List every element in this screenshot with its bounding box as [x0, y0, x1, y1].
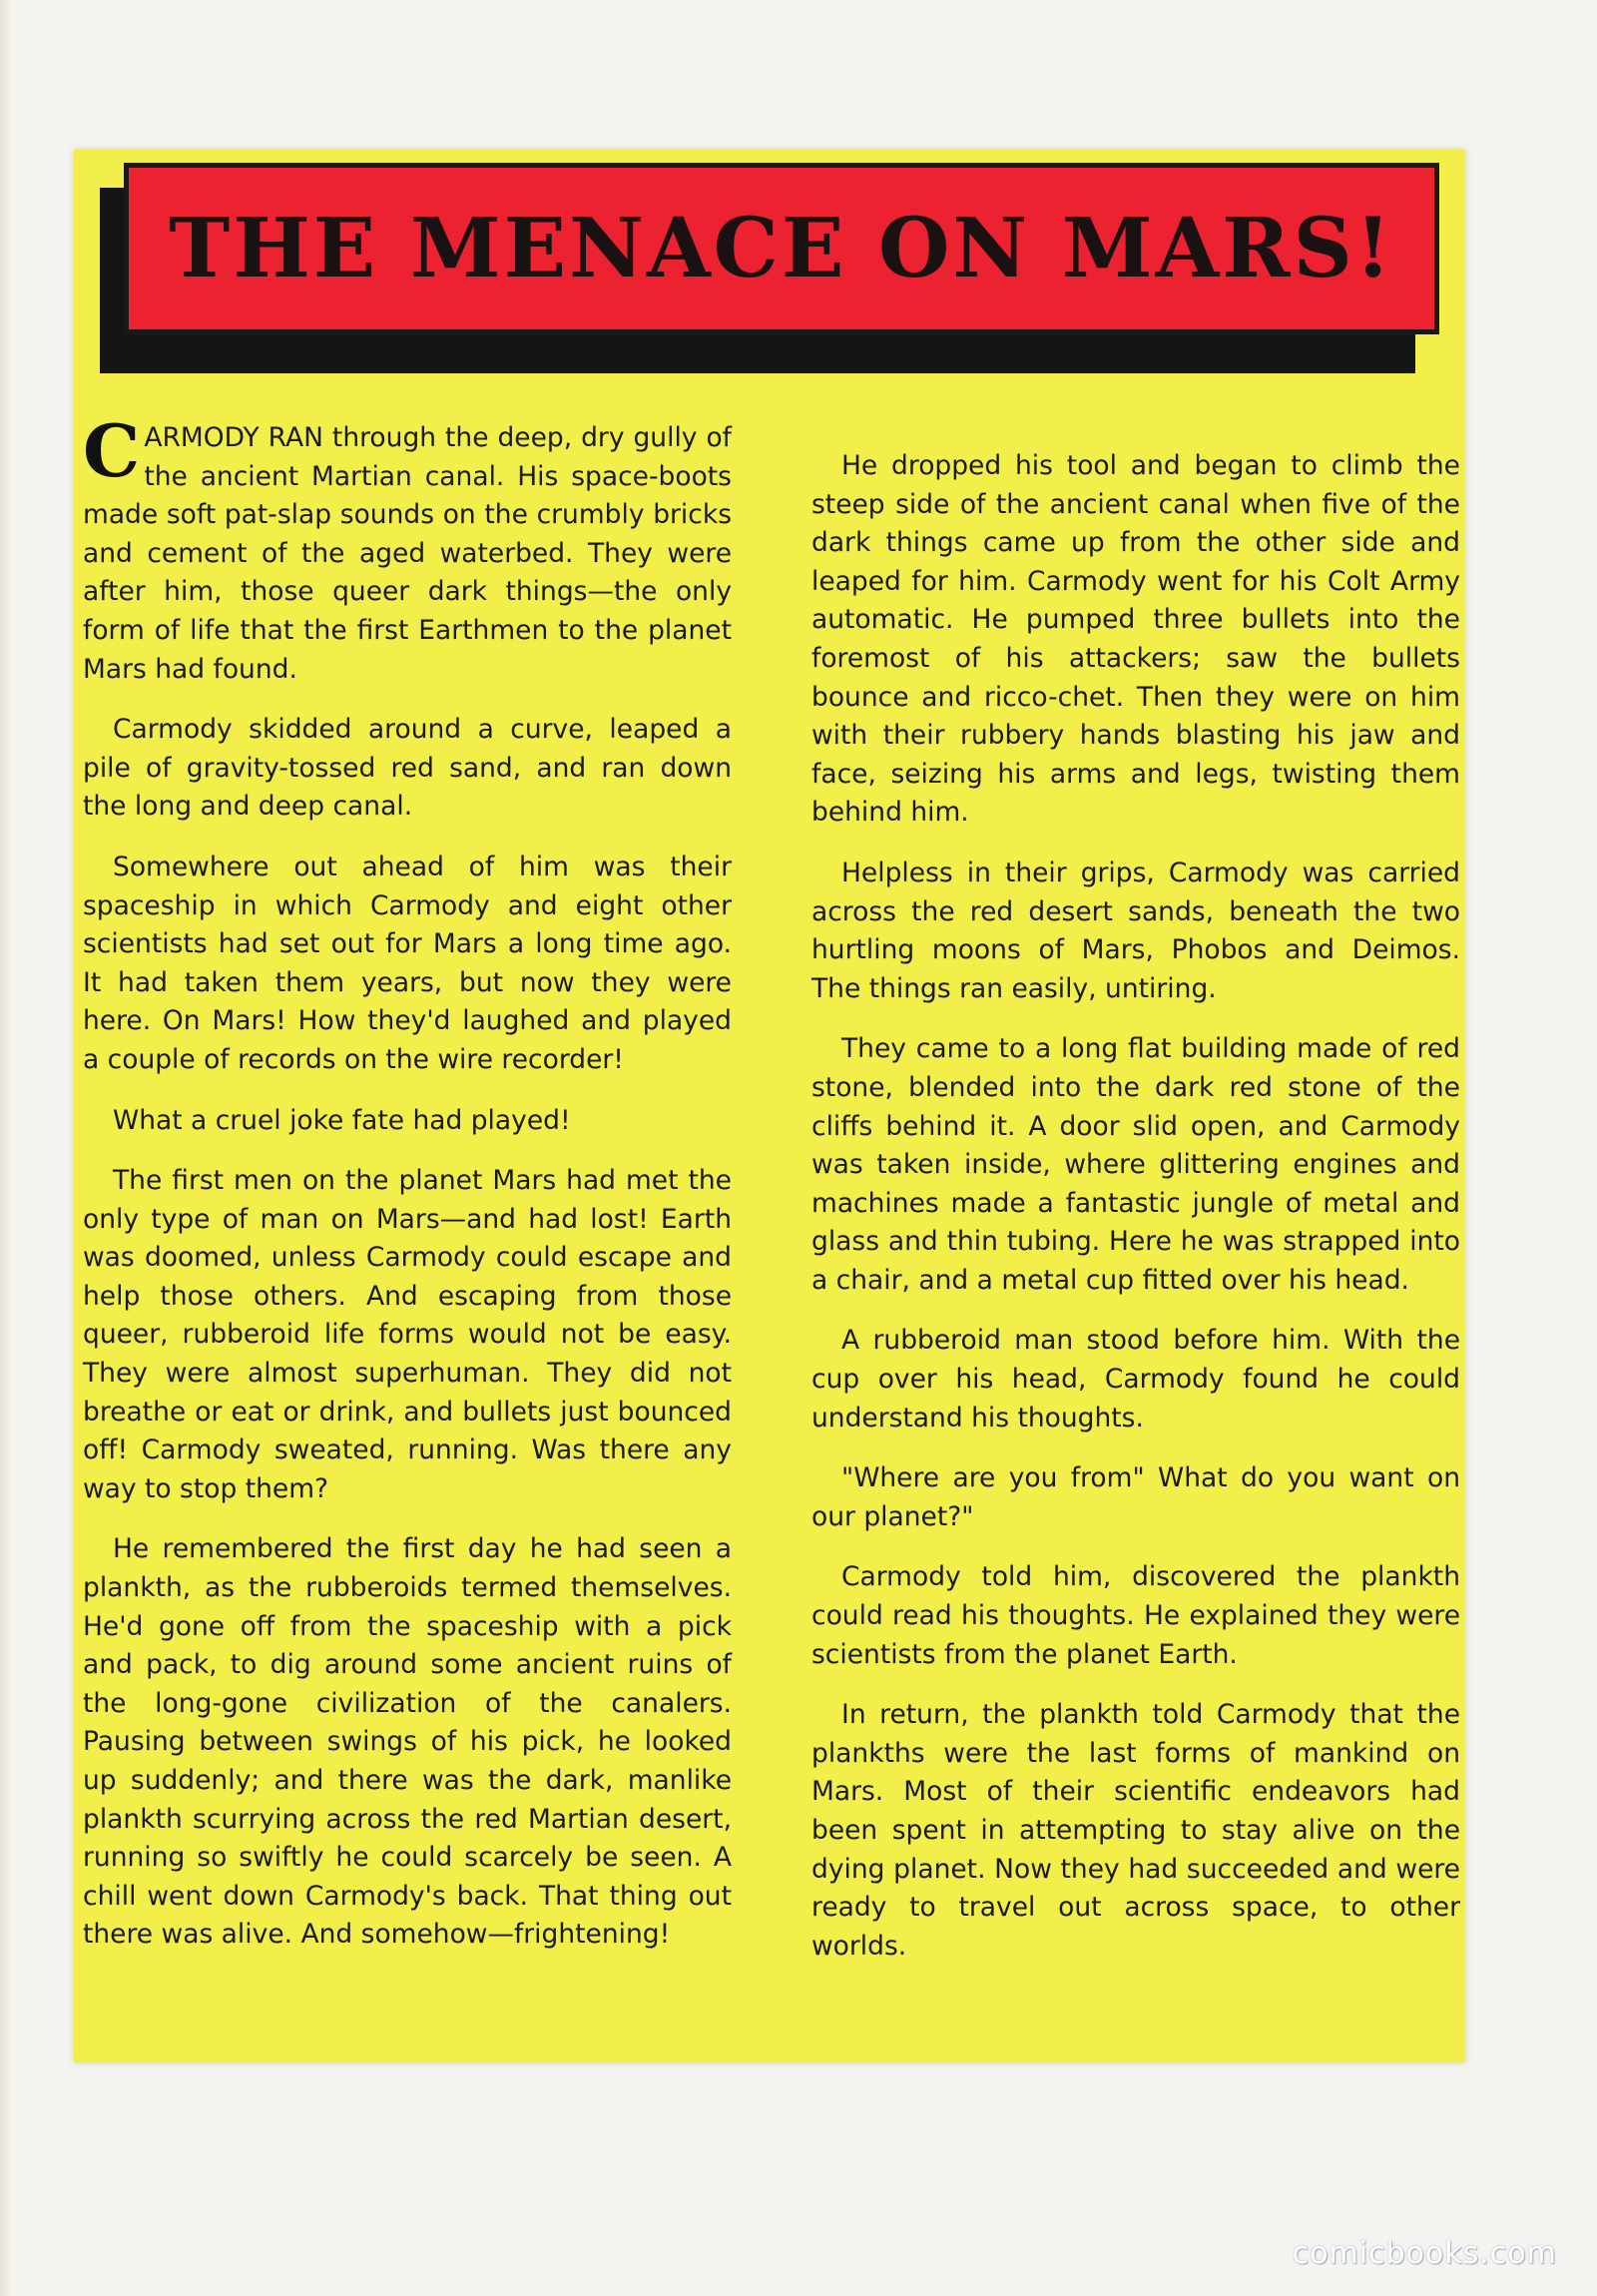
site-watermark: comicbooks.com	[1292, 2236, 1557, 2271]
paragraph	[83, 408, 732, 689]
paragraph: What a cruel joke fate had played!	[113, 1104, 571, 1136]
paragraph: They came to a long flat building made of red stone, blended into the dark red stone of the cliffs behind it. A door slid open, and Carmody was taken inside, where glittering engines and machines made a fantastic jungle of metal and glass and thin tubing. Here he was strapped into a chair, and a metal cup fitted over his head.	[811, 1033, 1460, 1296]
title-banner	[124, 163, 1439, 334]
drop-cap: C	[83, 408, 141, 493]
paragraph: Carmody skidded around a curve, leaped a pile of gravity-tossed red sand, and ran down the long and deep canal.	[83, 714, 732, 823]
paragraph: He remembered the first day he had seen a plankth, as the rubberoids termed themselves. He'd gone off from the spaceship with a pick and pack, to dig around some ancient ruins of the long-gone civilization of the canalers. Pausing between swings of his pick, he looked up suddenly; and there was the dark, manlike plankth scurrying across the red Martian desert, running so swiftly he could scarcely be seen. A chill went down Carmody's back. That thing out there was alive. And somehow—frightening!	[83, 1533, 732, 1951]
left-column	[83, 408, 732, 1977]
story-title: THE MENACE ON MARS!	[169, 201, 1394, 296]
paragraph: Helpless in their grips, Carmody was carried across the red desert sands, beneath the two hurtling moons of Mars, Phobos and Deimos. The things ran easily, untiring.	[811, 857, 1460, 1004]
paragraph: Carmody told him, discovered the plankth could read his thoughts. He explained they were scientists from the planet Earth.	[811, 1561, 1460, 1670]
paragraph-text: ARMODY RAN through the deep, dry gully of the ancient Martian canal. His space-boots made soft pat-slap sounds on the crumbly bricks and cement of the aged waterbed. They were after him, those queer dark things—the only form of life that the first Earthmen to the planet Mars had found.	[83, 422, 732, 685]
paragraph: He dropped his tool and began to climb the steep side of the ancient canal when five of the dark things came up from the other side and leaped for him. Carmody went for his Colt Army automatic. He pumped three bullets into the foremost of his attackers; saw the bullets bounce and ricco-chet. Then they were on him with their rubbery hands blasting his jaw and face, seizing his arms and legs, twisting them behind him.	[811, 450, 1460, 829]
paragraph: In return, the plankth told Carmody that the plankths were the last forms of mankind on Mars. Most of their scientific endeavors had been spent in attempting to stay alive on the dying planet. Now they had succeeded and were ready to travel out across space, to other worlds.	[811, 1699, 1460, 1962]
paragraph: The first men on the planet Mars had met the only type of man on Mars—and had lost! Earth was doomed, unless Carmody could escape and help those others. And escaping from those queer, rubberoid life forms would not be easy. They were almost superhuman. They did not breathe or eat or drink, and bullets just bounced off! Carmody sweated, running. Was there any way to stop them?	[83, 1165, 732, 1504]
paragraph: Somewhere out ahead of him was their spaceship in which Carmody and eight other scientists had set out for Mars a long time ago. It had taken them years, but now they were here. On Mars! How they'd laughed and played a couple of records on the wire recorder!	[83, 851, 732, 1075]
paragraph: "Where are you from" What do you want on our planet?"	[811, 1462, 1460, 1532]
paragraph: A rubberoid man stood before him. With the cup over his head, Carmody found he could understand his thoughts.	[811, 1325, 1460, 1434]
right-column	[811, 447, 1460, 1988]
page-edge	[0, 0, 12, 2296]
